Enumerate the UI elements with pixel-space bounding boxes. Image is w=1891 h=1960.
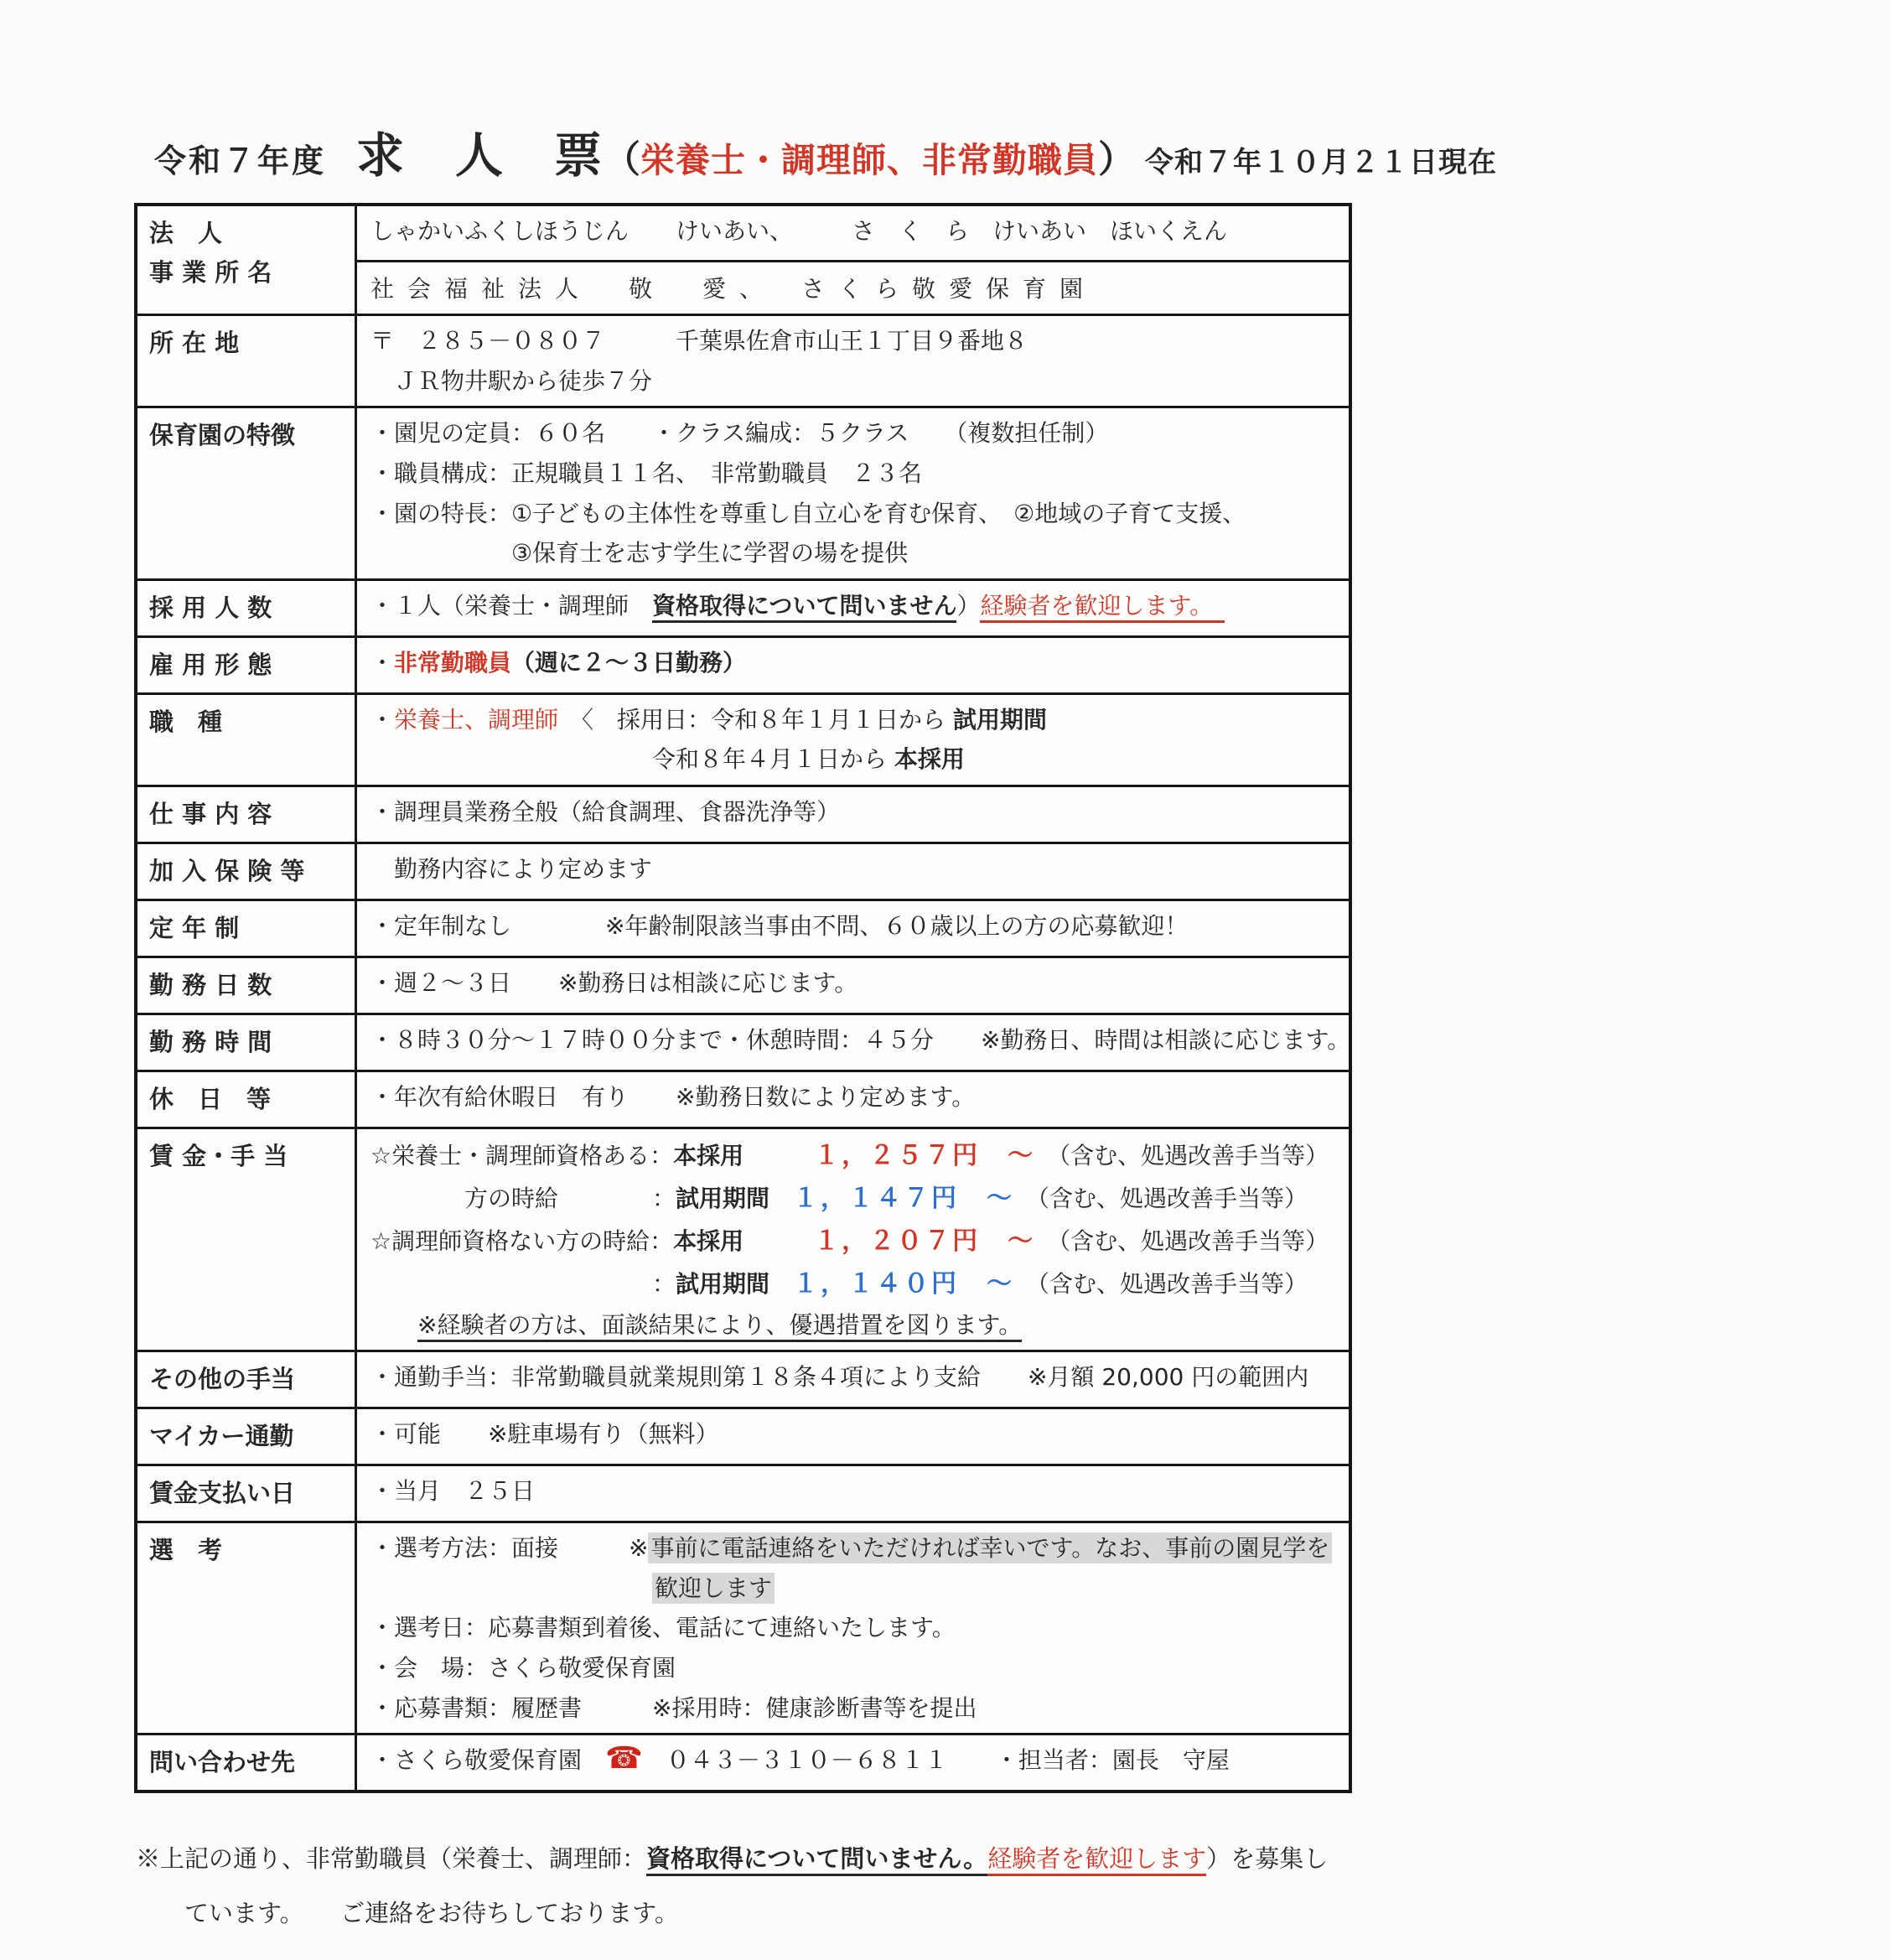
text-segment: 〈 採用日：令和８年１月１日から	[558, 705, 953, 734]
table-row	[137, 578, 1349, 635]
row-label	[137, 958, 357, 1013]
text-segment: 歓迎します	[652, 1573, 775, 1604]
row-line	[357, 1220, 1349, 1263]
text-segment: （含む、処遇改善手当等）	[1035, 1226, 1329, 1255]
text-segment: ）を募集し	[1206, 1844, 1329, 1874]
table-row	[137, 635, 1349, 692]
row-line	[357, 849, 1349, 889]
table-row	[137, 206, 1349, 314]
row-line	[357, 361, 1349, 402]
text-segment: （週に２～３日勤務）	[511, 648, 747, 677]
row-label	[137, 206, 357, 314]
footer-note	[136, 1832, 1352, 1942]
row-label	[137, 1466, 357, 1521]
text-segment: ています。 ご連絡をお待ちしております。	[136, 1899, 679, 1928]
table-row	[137, 956, 1349, 1013]
text-segment: １，１４０円 ～	[793, 1268, 1015, 1299]
row-line	[357, 1688, 1349, 1729]
title-paren-open: （	[604, 138, 641, 181]
text-segment: １，２５７円 ～	[814, 1140, 1036, 1170]
row-line	[357, 1134, 1349, 1177]
row-line	[357, 1740, 1349, 1781]
table-row	[137, 1070, 1349, 1127]
text-segment: 非常勤職員	[394, 648, 512, 677]
text-segment: 資格取得について問いません。	[646, 1844, 987, 1876]
text-segment: ③保育士を志す学生に学習の場を提供	[370, 539, 909, 568]
row-label	[137, 1352, 357, 1407]
table-row	[137, 1521, 1349, 1733]
text-segment: ：	[370, 1269, 676, 1298]
text-segment	[769, 1270, 793, 1298]
text-segment: 本採用	[894, 745, 965, 774]
row-content	[357, 581, 1349, 635]
row-label-text: 保育園の特徴	[149, 421, 296, 450]
text-segment: （含む、処遇改善手当等）	[1014, 1184, 1308, 1212]
table-row	[137, 692, 1349, 785]
row-label	[137, 1072, 357, 1127]
row-line	[357, 1648, 1349, 1688]
row-label-text: 職 種	[149, 707, 223, 736]
text-segment	[743, 1142, 814, 1169]
row-content	[357, 1466, 1349, 1521]
text-segment: 社会福祉法人 敬 愛、 さくら敬愛保育園	[370, 274, 1097, 303]
form-table	[134, 203, 1352, 1793]
text-segment: （含む、処遇改善手当等）	[1014, 1269, 1308, 1298]
row-line	[357, 700, 1349, 740]
table-row	[137, 899, 1349, 956]
row-label-text: 雇 用 形 態	[149, 650, 272, 679]
row-label	[137, 1735, 357, 1790]
text-segment: １，１４７円 ～	[793, 1183, 1015, 1213]
row-line	[357, 454, 1349, 494]
text-segment: ・１人（栄養士・調理師	[370, 591, 653, 620]
row-line	[357, 1177, 1349, 1220]
text-segment: 試用期間	[952, 705, 1047, 734]
text-segment	[370, 1574, 652, 1602]
text-segment: ・園の特長：①子どもの主体性を尊重し自立心を育む保育、 ②地域の子育て支援、	[370, 499, 1246, 527]
row-content	[357, 1409, 1349, 1464]
title-paren-close: ）	[1098, 138, 1136, 181]
row-line	[357, 1263, 1349, 1305]
document	[134, 117, 1498, 1942]
row-line	[357, 1357, 1349, 1397]
table-row	[137, 1407, 1349, 1464]
row-label-text: 事 業 所 名	[149, 257, 272, 287]
row-label	[137, 844, 357, 899]
phone-icon: ☎	[605, 1741, 643, 1776]
text-segment: ・通勤手当：非常勤職員就業規則第１８条４項により支給 ※月額 20,000 円の範囲内	[370, 1363, 1309, 1392]
text-segment: ※上記の通り、非常勤職員（栄養士、調理師：	[136, 1844, 647, 1874]
text-segment: ＪＲ物井駅から徒歩７分	[370, 366, 653, 395]
row-label	[137, 695, 357, 785]
row-line	[357, 1414, 1349, 1454]
row-label-text: 問い合わせ先	[149, 1748, 296, 1777]
text-segment: ・担当者：園長 守屋	[947, 1746, 1230, 1775]
row-label-text: 仕 事 内 容	[149, 799, 272, 828]
row-content	[357, 638, 1349, 692]
text-segment: 資格取得について問いません	[652, 592, 956, 623]
text-segment: ・８時３０分～１７時００分まで・休憩時間：４５分 ※勤務日、時間は相談に応じます。	[370, 1025, 1351, 1054]
row-line	[357, 1020, 1349, 1060]
row-label	[137, 1015, 357, 1070]
table-row	[137, 1733, 1349, 1790]
row-content	[357, 844, 1349, 899]
row-line	[357, 413, 1349, 454]
text-segment: ）	[956, 591, 981, 620]
table-row	[137, 1013, 1349, 1070]
row-content	[357, 1523, 1349, 1733]
text-segment	[370, 1311, 417, 1339]
row-line	[357, 1528, 1349, 1569]
table-row	[137, 406, 1349, 578]
text-segment: ・会 場：さくら敬愛保育園	[370, 1653, 676, 1682]
row-line	[357, 906, 1349, 946]
row-label	[137, 316, 357, 406]
row-content	[357, 787, 1349, 842]
table-row	[137, 1464, 1349, 1521]
text-segment: （含む、処遇改善手当等）	[1035, 1141, 1329, 1169]
text-segment: しゃかいふくしほうじん けいあい、 さ く ら けいあい ほいくえん	[370, 217, 1228, 245]
row-line	[357, 643, 1349, 683]
text-segment: 勤務内容により定めます	[370, 854, 653, 883]
row-line	[357, 1077, 1349, 1117]
row-line	[357, 269, 1349, 309]
text-segment: 経験者を歓迎します。	[980, 592, 1225, 623]
row-label	[137, 638, 357, 692]
text-segment: ・選考方法：面接 ※	[370, 1534, 649, 1563]
row-label-text: 法 人	[149, 219, 223, 247]
text-segment: 本採用	[673, 1226, 744, 1255]
text-segment: ・当月 ２５日	[370, 1477, 536, 1506]
table-row	[137, 842, 1349, 899]
text-segment: 試用期間	[676, 1269, 770, 1298]
row-label-text: 勤 務 時 間	[149, 1027, 272, 1056]
text-segment: 事前に電話連絡をいただければ幸いです。なお、事前の園見学を	[648, 1532, 1332, 1563]
row-label	[137, 581, 357, 635]
text-segment: 試用期間	[676, 1184, 770, 1212]
row-label-text: 所 在 地	[149, 329, 240, 358]
text-segment: 経験者を歓迎します	[987, 1844, 1206, 1876]
table-row	[137, 785, 1349, 842]
text-segment: ☆栄養士・調理師資格ある：	[370, 1141, 674, 1169]
row-line	[357, 963, 1349, 1003]
row-label	[137, 1129, 357, 1351]
text-segment: ・年次有給休暇日 有り ※勤務日数により定めます。	[370, 1082, 976, 1111]
table-row	[137, 1127, 1349, 1351]
text-segment: 本採用	[673, 1141, 744, 1169]
row-line	[357, 1608, 1349, 1648]
title-fiscal-year: 令和７年度	[154, 143, 327, 179]
text-segment: ※経験者の方は、面談結果により、優遇措置を図ります。	[417, 1311, 1022, 1342]
text-segment: 栄養士、調理師	[394, 705, 559, 734]
row-line	[357, 1471, 1349, 1511]
row-line	[357, 494, 1349, 534]
text-segment: ・選考日：応募書類到着後、電話にて連絡いたします。	[370, 1614, 956, 1642]
text-segment: ・	[370, 648, 395, 677]
row-label-text: 賃 金・手 当	[149, 1141, 288, 1170]
row-content	[357, 1735, 1349, 1790]
row-line	[357, 739, 1349, 780]
title-main: 求 人 票	[356, 128, 604, 184]
row-label-text: マイカー通勤	[149, 1422, 294, 1451]
footer-line	[136, 1886, 1352, 1941]
row-content	[357, 408, 1349, 578]
text-segment	[743, 1227, 814, 1255]
title-subtitle: 栄養士・調理師、非常勤職員	[640, 140, 1099, 180]
row-label-text: その他の手当	[149, 1365, 296, 1394]
row-content	[357, 695, 1349, 785]
text-segment: ☆調理師資格ない方の時給：	[370, 1226, 674, 1255]
text-segment: ・	[370, 705, 395, 734]
row-label-text: 賃金支払い日	[149, 1479, 296, 1508]
text-segment: ・園児の定員：６０名 ・クラス編成：５クラス （複数担任制）	[370, 419, 1109, 448]
row-label-text: 休 日 等	[149, 1084, 272, 1113]
row-content	[357, 901, 1349, 956]
text-segment: ・週２～３日 ※勤務日は相談に応じます。	[370, 968, 858, 997]
table-row	[137, 1350, 1349, 1407]
row-line	[357, 586, 1349, 626]
row-line	[357, 792, 1349, 832]
row-line	[357, 1305, 1349, 1346]
text-segment: ・可能 ※駐車場有り（無料）	[370, 1420, 719, 1449]
table-row	[137, 314, 1349, 406]
row-line	[357, 533, 1349, 573]
text-segment: 〒 ２８５－０８０７ 千葉県佐倉市山王１丁目９番地８	[370, 327, 1028, 355]
row-line	[357, 211, 1349, 262]
row-label-text: 勤 務 日 数	[149, 970, 272, 999]
row-line	[357, 1569, 1349, 1609]
row-label	[137, 787, 357, 842]
row-label	[137, 408, 357, 578]
row-line	[357, 321, 1349, 361]
row-content	[357, 958, 1349, 1013]
text-segment: ・職員構成：正規職員１１名、 非常勤職員 ２３名	[370, 459, 923, 487]
row-content	[357, 1015, 1349, 1070]
row-content	[357, 206, 1349, 314]
text-segment: ０４３－３１０－６８１１	[642, 1746, 948, 1775]
row-label-text: 加 入 保 険 等	[149, 856, 305, 885]
row-content	[357, 1352, 1349, 1407]
text-segment: ・応募書類：履歴書 ※採用時：健康診断書等を提出	[370, 1693, 977, 1722]
row-label	[137, 1523, 357, 1733]
footer-line	[136, 1832, 1352, 1886]
document-title	[154, 117, 1498, 186]
title-date: 令和７年１０月２１日現在	[1145, 146, 1498, 179]
row-label-text: 定 年 制	[149, 913, 240, 942]
text-segment: 方の時給 ：	[370, 1184, 676, 1212]
row-content	[357, 1072, 1349, 1127]
text-segment	[769, 1185, 793, 1212]
text-segment: ・定年制なし ※年齢制限該当事由不問、６０歳以上の方の応募歓迎！	[370, 911, 1189, 940]
text-segment: 令和８年４月１日から	[370, 745, 894, 774]
row-label-text: 選 考	[149, 1536, 223, 1565]
text-segment: ・さくら敬愛保育園	[370, 1746, 606, 1775]
row-label-text: 採 用 人 数	[149, 593, 272, 622]
row-content	[357, 1129, 1349, 1351]
row-label	[137, 901, 357, 956]
row-content	[357, 316, 1349, 406]
text-segment: １，２０７円 ～	[814, 1226, 1036, 1256]
row-label	[137, 1409, 357, 1464]
text-segment: ・調理員業務全般（給食調理、食器洗浄等）	[370, 797, 841, 826]
